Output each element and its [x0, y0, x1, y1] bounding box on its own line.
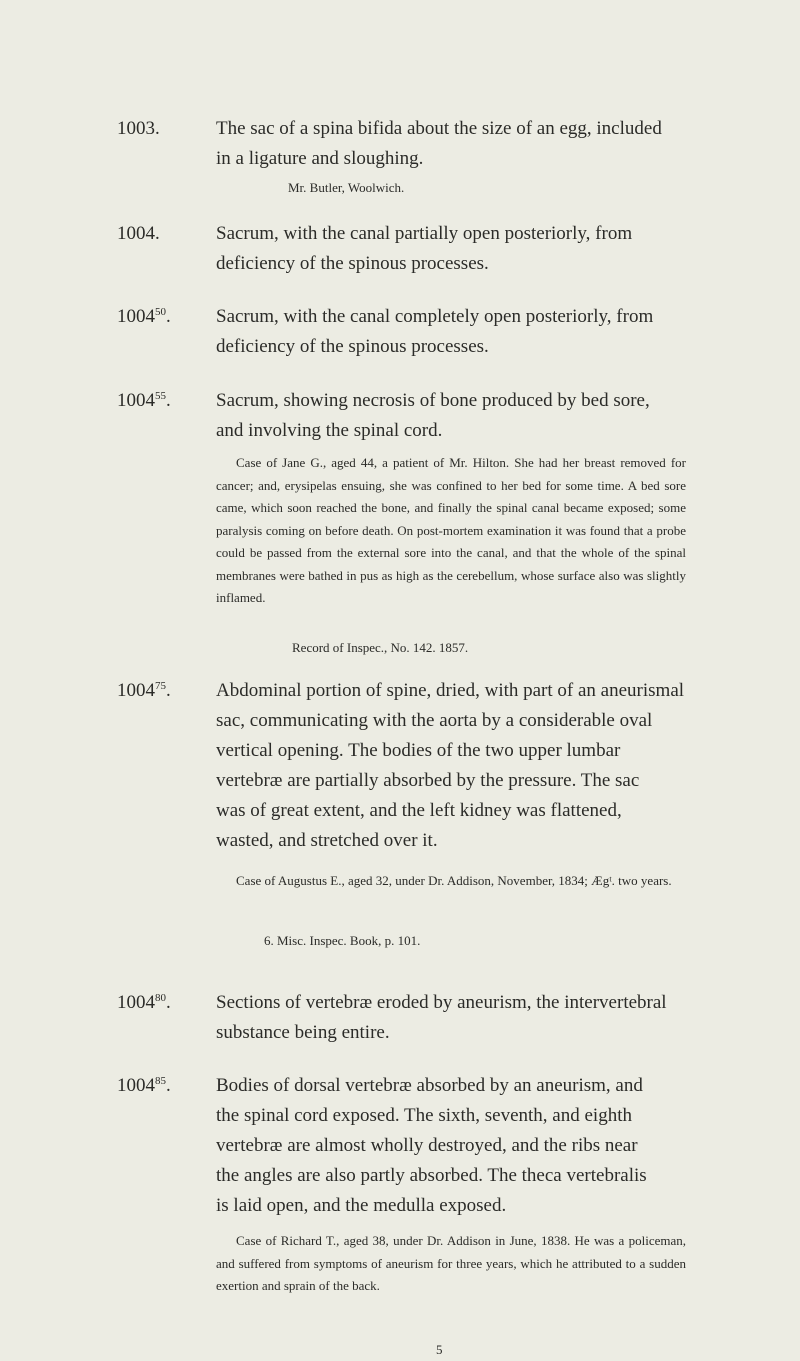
record-reference: Record of Inspec., No. 142. 1857.	[292, 640, 469, 655]
entry-description	[216, 219, 686, 279]
entry-number: 1004$^{55}$.	[117, 390, 171, 411]
description-line: deficiency of the spinous processes.	[216, 336, 489, 357]
description-line: is laid open, and the medulla exposed.	[216, 1195, 507, 1216]
entry-description	[216, 114, 686, 174]
description-line: Sacrum, with the canal completely open posteriorly, from	[216, 306, 654, 327]
case-note: Case of Augustus E., aged 32, under Dr. Addison, November, 1834; Ægᵗ. two years.	[236, 873, 672, 888]
entry-number: 1004$^{80}$.	[117, 992, 171, 1013]
record-reference: 6. Misc. Inspec. Book, p. 101.	[264, 933, 421, 948]
description-line: Sacrum, showing necrosis of bone produced by bed sore,	[216, 390, 650, 411]
page-number: 5	[436, 1342, 443, 1357]
entry-number: 1004$^{50}$.	[117, 306, 171, 327]
description-line: sac, communicating with the aorta by a considerable oval	[216, 710, 653, 731]
description-line: vertebræ are partially absorbed by the pressure. The sac	[216, 770, 640, 791]
description-line: wasted, and stretched over it.	[216, 830, 438, 851]
description-line: Abdominal portion of spine, dried, with part of an aneurismal	[216, 680, 685, 701]
description-line: substance being entire.	[216, 1022, 390, 1043]
description-line: The sac of a spina bifida about the size of an egg, included	[216, 118, 662, 139]
description-line: was of great extent, and the left kidney was flattened,	[216, 800, 622, 821]
donor-note: Mr. Butler, Woolwich.	[288, 180, 405, 195]
entry-description	[216, 1071, 686, 1221]
entry-number: 1004.	[117, 223, 160, 244]
description-line: Sacrum, with the canal partially open posteriorly, from	[216, 223, 633, 244]
entry-number: 1004$^{75}$.	[117, 680, 171, 701]
description-line: vertebræ are almost wholly destroyed, and the ribs near	[216, 1135, 638, 1156]
entry-description	[216, 302, 686, 362]
entry-number: 1004$^{85}$.	[117, 1075, 171, 1096]
description-line: in a ligature and sloughing.	[216, 148, 424, 169]
description-line: the angles are also partly absorbed. The theca vertebralis	[216, 1165, 647, 1186]
entry-description	[216, 988, 686, 1048]
description-line: Bodies of dorsal vertebræ absorbed by an aneurism, and	[216, 1075, 643, 1096]
case-note: Case of Richard T., aged 38, under Dr. Addison in June, 1838. He was a policeman, and suffered from symptoms of aneurism for three years, which he attributed to a sudden exertion and sprain of the back.	[216, 1233, 686, 1293]
description-line: deficiency of the spinous processes.	[216, 253, 489, 274]
entry-description	[216, 386, 686, 446]
description-line: vertical opening. The bodies of the two upper lumbar	[216, 740, 621, 761]
description-line: the spinal cord exposed. The sixth, seventh, and eighth	[216, 1105, 632, 1126]
description-line: and involving the spinal cord.	[216, 420, 443, 441]
entry-description	[216, 676, 686, 856]
description-line: Sections of vertebræ eroded by aneurism, the intervertebral	[216, 992, 667, 1013]
case-note: Case of Jane G., aged 44, a patient of Mr. Hilton. She had her breast removed for cancer; and, erysipelas ensuing, she was confined to her bed for some time. A bed sore came, which soon reached the bone, and finally the spinal canal became exposed; some paralysis coming on before death. On post-mortem examination it was found that a probe could be passed from the external sore into the canal, and that the whole of the spinal membranes were bathed in pus as high as the cerebellum, whose surface also was slightly inflamed.	[216, 455, 686, 605]
entry-number: 1003.	[117, 118, 160, 139]
